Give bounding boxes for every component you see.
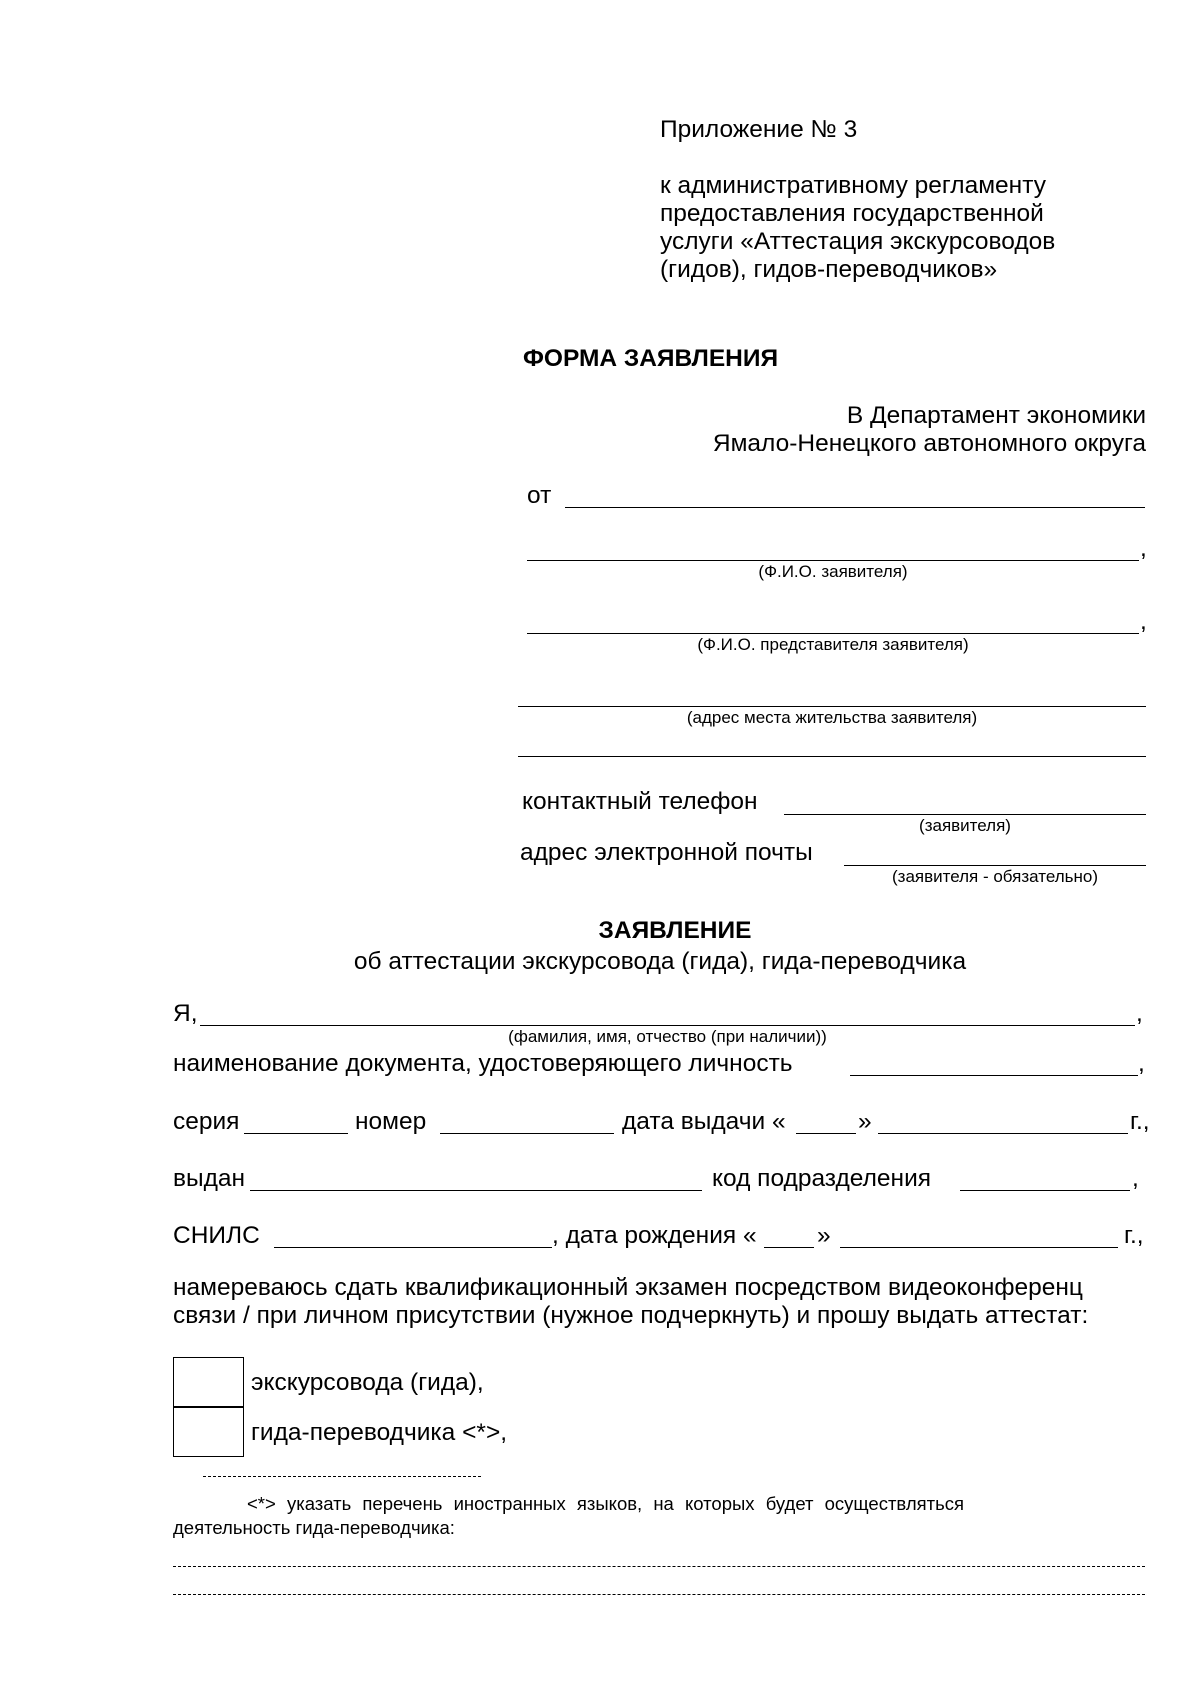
birth-date-label: , дата рождения « (552, 1222, 757, 1249)
phone-caption: (заявителя) (919, 816, 1011, 835)
comma: , (1140, 608, 1147, 635)
guide-checkbox[interactable] (173, 1357, 244, 1408)
appendix-title: Приложение № 3 (660, 116, 858, 143)
appendix-line: предоставления государственной (660, 200, 1044, 227)
appendix-line: (гидов), гидов-переводчиков» (660, 256, 998, 283)
appendix-line: к административному регламенту (660, 172, 1046, 199)
birth-month-year-field[interactable] (840, 1247, 1118, 1248)
representative-caption: (Ф.И.О. представителя заявителя) (697, 635, 969, 654)
comma: , (1138, 1050, 1145, 1077)
interpreter-guide-checkbox[interactable] (173, 1406, 244, 1457)
phone-field[interactable] (784, 814, 1146, 815)
snils-field[interactable] (274, 1247, 552, 1248)
address-caption: (адрес места жительства заявителя) (686, 708, 978, 727)
footnote-line: <*> указать перечень иностранных языков, на которых будет осуществляться (247, 1493, 965, 1514)
quote-close: » (817, 1222, 831, 1249)
snils-label: СНИЛС (173, 1222, 260, 1249)
issue-month-year-field[interactable] (878, 1133, 1128, 1134)
languages-field-2[interactable] (173, 1594, 1145, 1595)
intent-line: связи / при личном присутствии (нужное подчеркнуть) и прошу выдать аттестат: (173, 1302, 1089, 1329)
email-field[interactable] (844, 865, 1146, 866)
number-field[interactable] (440, 1133, 614, 1134)
applicant-name-field[interactable] (565, 507, 1145, 508)
address-field[interactable] (518, 706, 1146, 707)
issue-day-field[interactable] (796, 1133, 856, 1134)
footnote-separator (203, 1476, 481, 1477)
applicant-caption: (Ф.И.О. заявителя) (758, 562, 908, 581)
applicant-name-field-2[interactable] (527, 560, 1139, 561)
email-caption: (заявителя - обязательно) (891, 867, 1099, 886)
comma: , (1140, 535, 1147, 562)
i-label: Я, (173, 1000, 198, 1027)
division-label: код подразделения (712, 1165, 932, 1192)
series-field[interactable] (244, 1133, 348, 1134)
document-field[interactable] (850, 1075, 1138, 1076)
issued-by-field[interactable] (250, 1190, 702, 1191)
addressee-line: Ямало-Ненецкого автономного округа (712, 430, 1146, 457)
number-label: номер (355, 1108, 427, 1135)
interpreter-guide-option-label: гида-переводчика <*>, (251, 1419, 508, 1446)
birth-day-field[interactable] (764, 1247, 814, 1248)
division-code-field[interactable] (960, 1190, 1130, 1191)
series-label: серия (173, 1108, 240, 1135)
representative-field[interactable] (527, 633, 1139, 634)
full-name-caption: (фамилия, имя, отчество (при наличии)) (508, 1027, 827, 1046)
intent-line: намереваюсь сдать квалификационный экзамен посредством видеоконференц (173, 1274, 1083, 1301)
comma: , (1132, 1165, 1139, 1192)
from-label: от (527, 482, 552, 509)
languages-field[interactable] (173, 1566, 1145, 1567)
statement-subtitle: об аттестации экскурсовода (гида), гида-переводчика (353, 948, 967, 975)
quote-close: » (858, 1108, 872, 1135)
email-label: адрес электронной почты (520, 839, 813, 866)
issue-date-label: дата выдачи « (622, 1108, 786, 1135)
statement-title: ЗАЯВЛЕНИЕ (598, 917, 752, 944)
addressee-line: В Департамент экономики (846, 402, 1146, 429)
year-suffix: г., (1124, 1222, 1144, 1249)
issued-label: выдан (173, 1165, 246, 1192)
document-label: наименование документа, удостоверяющего личность (173, 1050, 793, 1077)
comma: , (1136, 1000, 1143, 1027)
form-title: ФОРМА ЗАЯВЛЕНИЯ (523, 345, 779, 372)
guide-option-label: экскурсовода (гида), (251, 1369, 484, 1396)
phone-label: контактный телефон (522, 788, 758, 815)
full-name-field[interactable] (200, 1025, 1135, 1026)
appendix-line: услуги «Аттестация экскурсоводов (660, 228, 1056, 255)
footnote-line: деятельность гида-переводчика: (173, 1517, 455, 1538)
address-field-2[interactable] (518, 756, 1146, 757)
year-suffix: г., (1130, 1108, 1150, 1135)
